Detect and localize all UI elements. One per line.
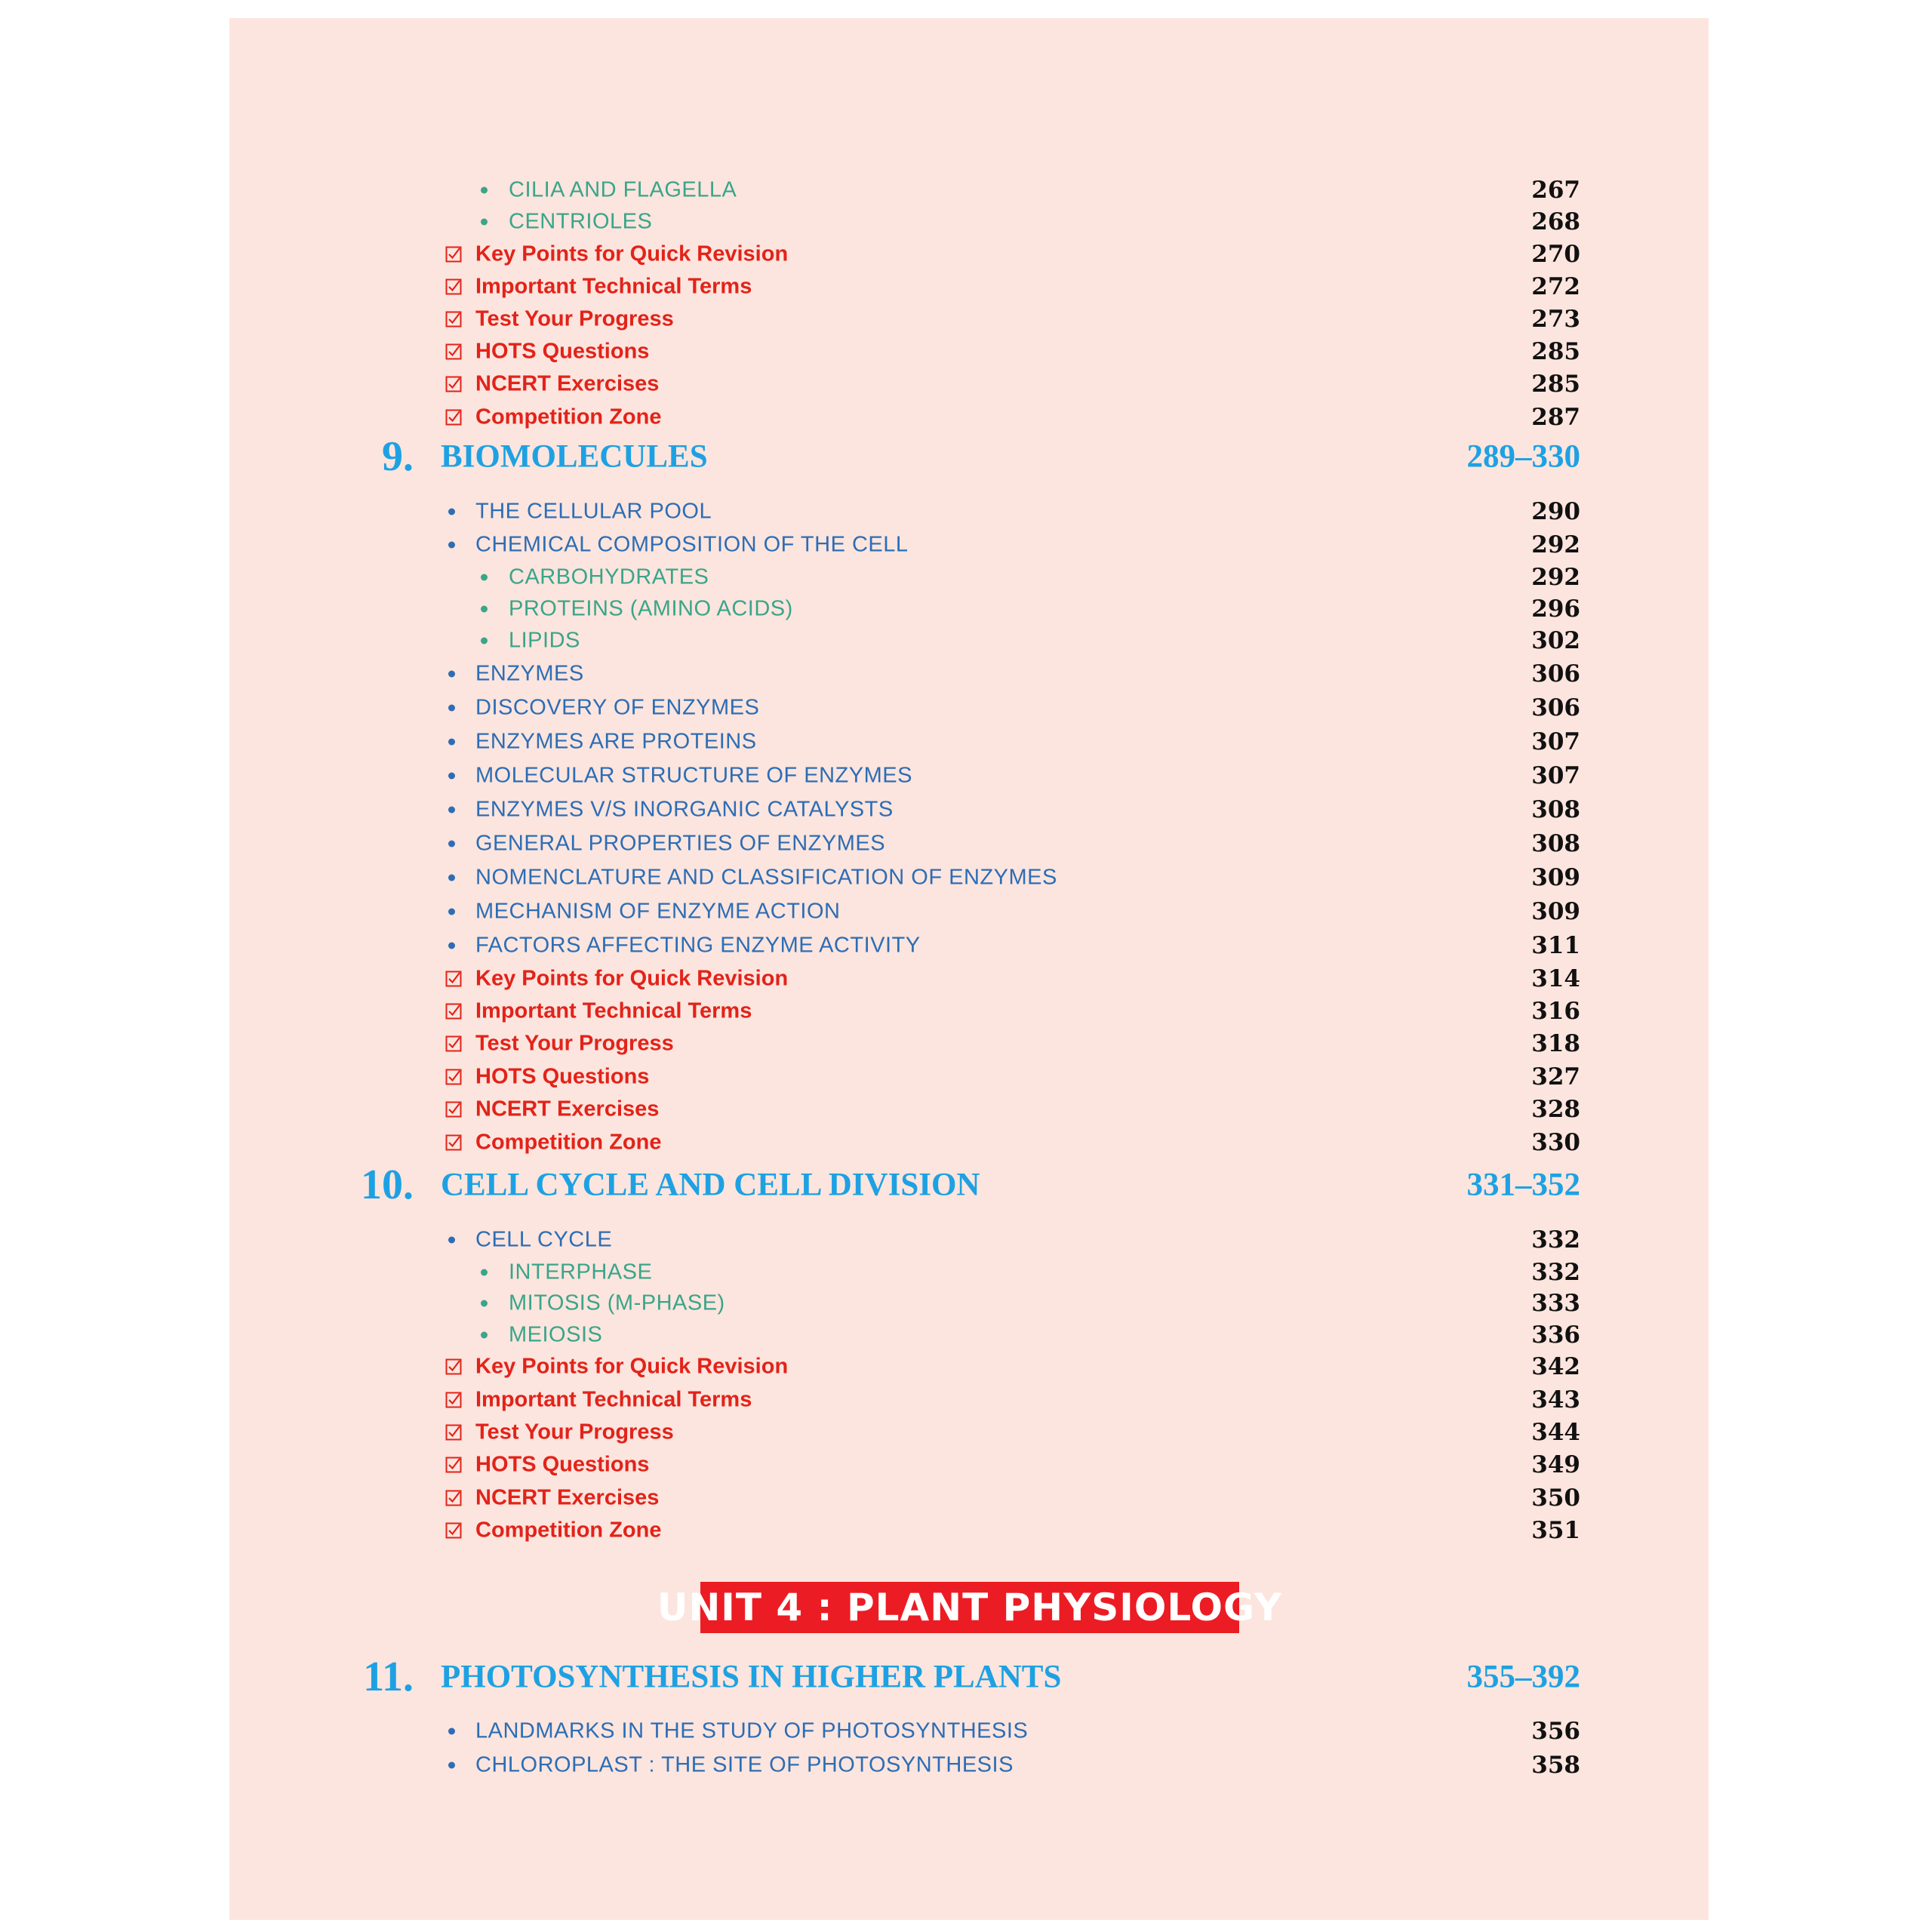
- bullet-icon: [481, 606, 488, 613]
- entry-title: Key Points for Quick Revision: [475, 242, 789, 266]
- checkbox-icon: [445, 1358, 462, 1375]
- toc-entry[interactable]: [229, 207, 1709, 237]
- entry-title: INTERPHASE: [509, 1260, 653, 1284]
- toc-entry[interactable]: [229, 626, 1709, 656]
- entry-title: CHEMICAL COMPOSITION OF THE CELL: [475, 532, 909, 557]
- toc-entry[interactable]: [229, 497, 1709, 527]
- page-number: 267: [1531, 177, 1580, 204]
- chapter-heading[interactable]: [229, 1162, 1709, 1208]
- entry-title: MOLECULAR STRUCTURE OF ENZYMES: [475, 763, 912, 788]
- entry-title: Competition Zone: [475, 1130, 662, 1155]
- page-number: 307: [1531, 762, 1580, 789]
- checkbox-icon: [445, 376, 462, 392]
- page-number: 306: [1531, 660, 1580, 688]
- page-number: 332: [1531, 1226, 1580, 1254]
- checkbox-icon: [445, 1392, 462, 1408]
- entry-title: PROTEINS (AMINO ACIDS): [509, 596, 793, 621]
- checkbox-icon: [445, 971, 462, 987]
- page-number: 328: [1531, 1096, 1580, 1123]
- toc-entry[interactable]: [229, 931, 1709, 961]
- page-number: 327: [1531, 1063, 1580, 1091]
- page-number: 350: [1531, 1484, 1580, 1512]
- checkbox-icon: [445, 1035, 462, 1052]
- chapter-number: 11.: [363, 1654, 414, 1700]
- entry-title: GENERAL PROPERTIES OF ENZYMES: [475, 831, 886, 856]
- checkbox-icon: [445, 278, 462, 295]
- chapter-heading[interactable]: [229, 434, 1709, 479]
- bullet-icon: [481, 219, 488, 226]
- checkbox-icon: [445, 1101, 462, 1118]
- entry-title: NOMENCLATURE AND CLASSIFICATION OF ENZYMES: [475, 865, 1057, 890]
- entry-title: ENZYMES ARE PROTEINS: [475, 729, 757, 754]
- chapter-heading[interactable]: [229, 1654, 1709, 1700]
- entry-title: NCERT Exercises: [475, 1097, 660, 1121]
- toc-entry[interactable]: [229, 1417, 1709, 1447]
- checkbox-icon: [445, 1424, 462, 1441]
- toc-entry[interactable]: [229, 530, 1709, 560]
- page-number: 307: [1531, 728, 1580, 755]
- entry-title: Important Technical Terms: [475, 274, 752, 299]
- page-number: 308: [1531, 796, 1580, 823]
- page-number: 358: [1531, 1752, 1580, 1779]
- bullet-icon: [448, 1762, 455, 1769]
- checkbox-icon: [445, 1003, 462, 1020]
- toc-entry[interactable]: [229, 562, 1709, 592]
- entry-title: MEIOSIS: [509, 1322, 603, 1347]
- page-number: 290: [1531, 498, 1580, 525]
- entry-title: HOTS Questions: [475, 1452, 650, 1477]
- entry-title: THE CELLULAR POOL: [475, 499, 712, 524]
- entry-title: DISCOVERY OF ENZYMES: [475, 695, 760, 720]
- toc-entry[interactable]: [229, 795, 1709, 825]
- toc-entry[interactable]: [229, 761, 1709, 791]
- checkbox-icon: [445, 311, 462, 328]
- bullet-icon: [481, 187, 488, 194]
- bullet-icon: [481, 1300, 488, 1307]
- entry-title: CHLOROPLAST : THE SITE OF PHOTOSYNTHESIS: [475, 1752, 1014, 1777]
- toc-entry[interactable]: [229, 1450, 1709, 1480]
- toc-entry[interactable]: [229, 897, 1709, 927]
- toc-entry[interactable]: [229, 863, 1709, 893]
- checkbox-icon: [445, 1522, 462, 1539]
- bullet-icon: [481, 574, 488, 581]
- toc-entry[interactable]: [229, 727, 1709, 757]
- toc-entry[interactable]: [229, 1094, 1709, 1124]
- toc-entry[interactable]: [229, 175, 1709, 205]
- bullet-icon: [448, 705, 455, 712]
- entry-title: HOTS Questions: [475, 339, 650, 364]
- toc-entry[interactable]: [229, 996, 1709, 1026]
- page-number: 332: [1531, 1259, 1580, 1286]
- checkbox-icon: [445, 246, 462, 263]
- entry-title: Important Technical Terms: [475, 1387, 752, 1412]
- toc-entry[interactable]: [229, 594, 1709, 624]
- page-number: 343: [1531, 1386, 1580, 1414]
- entry-title: Test Your Progress: [475, 1031, 674, 1056]
- entry-title: MECHANISM OF ENZYME ACTION: [475, 899, 841, 924]
- page-number: 333: [1531, 1290, 1580, 1317]
- bullet-icon: [448, 909, 455, 915]
- toc-entry[interactable]: [229, 1062, 1709, 1092]
- page-number: 314: [1531, 965, 1580, 992]
- entry-title: HOTS Questions: [475, 1064, 650, 1089]
- page-number: 296: [1531, 595, 1580, 623]
- toc-entry[interactable]: [229, 1750, 1709, 1780]
- toc-entry[interactable]: [229, 369, 1709, 399]
- page-number: 302: [1531, 627, 1580, 654]
- page-number: 311: [1531, 932, 1580, 959]
- entry-title: CILIA AND FLAGELLA: [509, 177, 737, 202]
- entry-title: Key Points for Quick Revision: [475, 966, 789, 991]
- bullet-icon: [448, 841, 455, 848]
- page-number: 268: [1531, 208, 1580, 235]
- chapter-page-range: 331–352: [1466, 1167, 1580, 1203]
- checkbox-icon: [445, 1457, 462, 1473]
- toc-entry[interactable]: [229, 693, 1709, 723]
- toc-entry[interactable]: [229, 272, 1709, 302]
- page-number: 287: [1531, 404, 1580, 431]
- page-number: 342: [1531, 1353, 1580, 1380]
- page-number: 273: [1531, 306, 1580, 333]
- entry-title: Test Your Progress: [475, 1420, 674, 1444]
- page-number: 285: [1531, 338, 1580, 365]
- toc-entry[interactable]: [229, 337, 1709, 367]
- bullet-icon: [481, 638, 488, 645]
- chapter-number: 10.: [361, 1161, 414, 1208]
- entry-title: FACTORS AFFECTING ENZYME ACTIVITY: [475, 933, 921, 958]
- entry-title: ENZYMES: [475, 661, 584, 686]
- entry-title: ENZYMES V/S INORGANIC CATALYSTS: [475, 797, 894, 822]
- bullet-icon: [448, 671, 455, 678]
- page-number: 349: [1531, 1451, 1580, 1478]
- page-number: 292: [1531, 531, 1580, 558]
- entry-title: NCERT Exercises: [475, 371, 660, 396]
- entry-title: Competition Zone: [475, 405, 662, 429]
- bullet-icon: [448, 1237, 455, 1244]
- entry-title: Competition Zone: [475, 1518, 662, 1543]
- toc-entry[interactable]: [229, 402, 1709, 432]
- toc-page: [229, 18, 1709, 1920]
- page-number: 292: [1531, 564, 1580, 591]
- toc-entry[interactable]: [229, 239, 1709, 269]
- toc-entry[interactable]: [229, 964, 1709, 994]
- entry-title: NCERT Exercises: [475, 1485, 660, 1510]
- bullet-icon: [448, 509, 455, 515]
- entry-title: Test Your Progress: [475, 306, 674, 331]
- checkbox-icon: [445, 1134, 462, 1151]
- entry-title: Key Points for Quick Revision: [475, 1354, 789, 1379]
- page-number: 344: [1531, 1419, 1580, 1446]
- toc-entry[interactable]: [229, 829, 1709, 859]
- chapter-page-range: 289–330: [1466, 438, 1580, 475]
- entry-title: CELL CYCLE: [475, 1227, 613, 1252]
- page-number: 285: [1531, 371, 1580, 398]
- checkbox-icon: [445, 1490, 462, 1506]
- chapter-title: BIOMOLECULES: [441, 438, 708, 475]
- toc-entry[interactable]: [229, 1320, 1709, 1350]
- toc-entry[interactable]: [229, 304, 1709, 334]
- bullet-icon: [448, 807, 455, 814]
- page-number: 318: [1531, 1030, 1580, 1057]
- entry-title: LIPIDS: [509, 628, 580, 653]
- page-number: 308: [1531, 830, 1580, 857]
- bullet-icon: [481, 1269, 488, 1276]
- page-number: 330: [1531, 1129, 1580, 1156]
- page-number: 309: [1531, 898, 1580, 925]
- bullet-icon: [448, 1728, 455, 1735]
- page-number: 272: [1531, 273, 1580, 300]
- page-number: 336: [1531, 1321, 1580, 1349]
- toc-entry[interactable]: [229, 1515, 1709, 1546]
- entry-title: Important Technical Terms: [475, 998, 752, 1023]
- checkbox-icon: [445, 343, 462, 360]
- toc-entry[interactable]: [229, 1288, 1709, 1318]
- toc-entry[interactable]: [229, 1483, 1709, 1513]
- page-number: 270: [1531, 241, 1580, 268]
- page-number: 309: [1531, 864, 1580, 891]
- bullet-icon: [448, 773, 455, 780]
- page-number: 351: [1531, 1517, 1580, 1544]
- toc-entry[interactable]: [229, 1029, 1709, 1059]
- entry-title: MITOSIS (M-PHASE): [509, 1291, 725, 1315]
- toc-entry[interactable]: [229, 1716, 1709, 1746]
- toc-entry[interactable]: [229, 1128, 1709, 1158]
- bullet-icon: [448, 875, 455, 881]
- toc-entry[interactable]: [229, 1385, 1709, 1415]
- entry-title: CENTRIOLES: [509, 209, 653, 234]
- bullet-icon: [448, 943, 455, 949]
- toc-entry[interactable]: [229, 1225, 1709, 1255]
- entry-title: CARBOHYDRATES: [509, 565, 709, 589]
- chapter-page-range: 355–392: [1466, 1659, 1580, 1695]
- bullet-icon: [481, 1332, 488, 1339]
- toc-entry[interactable]: [229, 1257, 1709, 1287]
- checkbox-icon: [445, 409, 462, 426]
- entry-title: LANDMARKS IN THE STUDY OF PHOTOSYNTHESIS: [475, 1718, 1029, 1743]
- chapter-title: CELL CYCLE AND CELL DIVISION: [441, 1167, 980, 1203]
- toc-entry[interactable]: [229, 1352, 1709, 1382]
- page-number: 316: [1531, 998, 1580, 1025]
- chapter-title: PHOTOSYNTHESIS IN HIGHER PLANTS: [441, 1659, 1062, 1695]
- checkbox-icon: [445, 1069, 462, 1085]
- page-number: 356: [1531, 1718, 1580, 1745]
- page-number: 306: [1531, 694, 1580, 721]
- toc-entry[interactable]: [229, 659, 1709, 689]
- unit-banner: UNIT 4 : PLANT PHYSIOLOGY: [700, 1582, 1239, 1633]
- bullet-icon: [448, 739, 455, 746]
- chapter-number: 9.: [382, 433, 414, 480]
- bullet-icon: [448, 542, 455, 549]
